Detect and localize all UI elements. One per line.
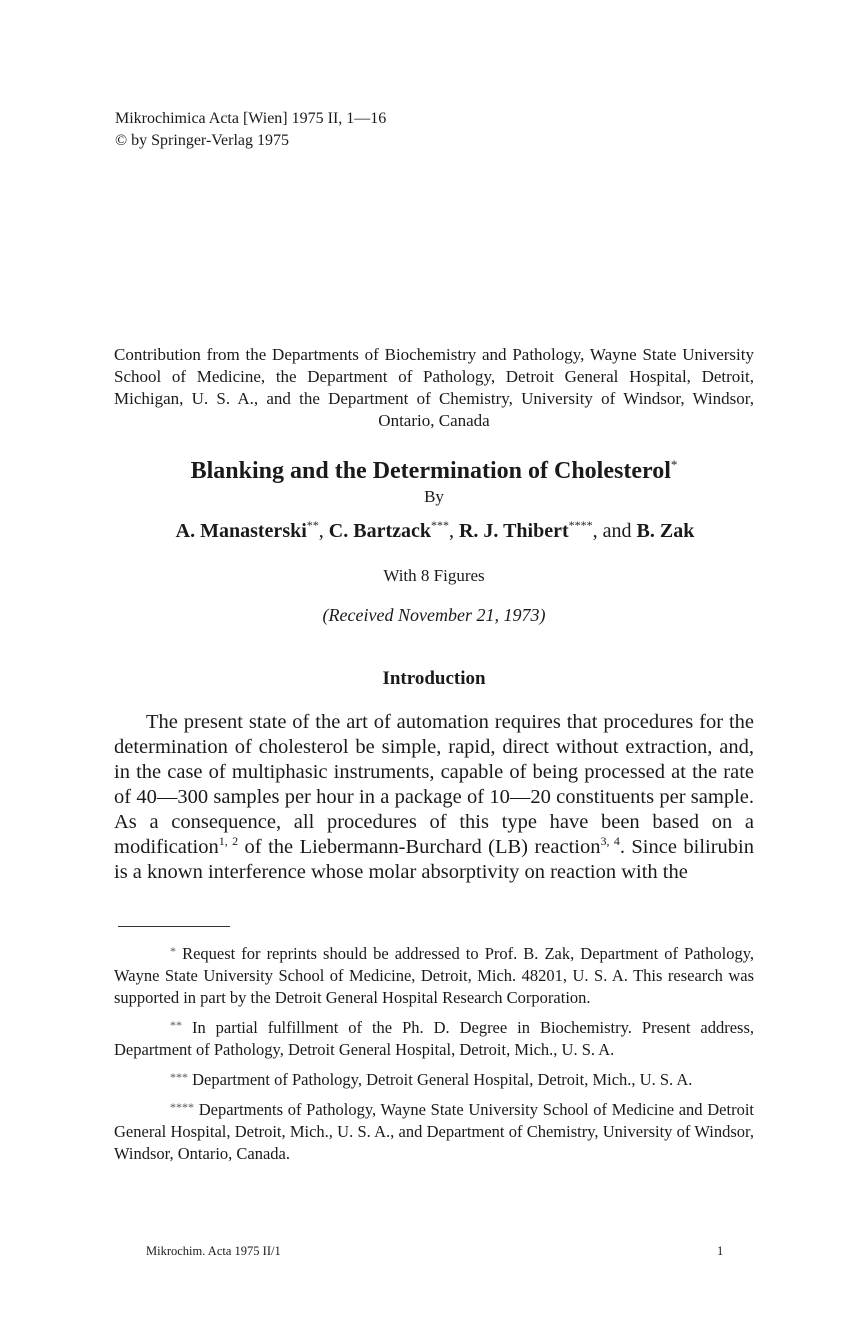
footnote-mark: *	[170, 944, 176, 958]
intro-text: . Since bilirubin is a known interference whose molar absorptivity on reaction with the	[114, 836, 754, 883]
author-name: C. Bartzack	[328, 520, 431, 542]
author-footnote-mark: **	[306, 518, 319, 532]
footnote-divider	[118, 926, 230, 927]
intro-paragraph	[114, 710, 754, 885]
citation-ref: 3, 4	[600, 834, 620, 848]
received-date: (Received November 21, 1973)	[322, 605, 546, 625]
author-separator: ,	[318, 520, 329, 542]
author-name: R. J. Thibert	[458, 520, 569, 542]
running-footer: Mikrochim. Acta 1975 II/1	[146, 1244, 281, 1258]
author-separator: , and	[592, 520, 637, 542]
footnote-text: Department of Pathology, Detroit General Hospital, Detroit, Mich., U. S. A.	[192, 1070, 693, 1089]
paper-title	[114, 450, 754, 486]
footnote-mark: ***	[170, 1070, 188, 1084]
footnote-text: In partial fulfillment of the Ph. D. Degree in Biochemistry. Present address, Department of Pathology, Detroit General Hospital, Detroit, Mich., U. S. A.	[114, 1018, 754, 1059]
by-line: By	[424, 487, 444, 506]
author-list	[100, 518, 770, 543]
footnote-text: Request for reprints should be addressed to Prof. B. Zak, Department of Pathology, Wayne State University School of Medicine, Detroit, Mich. 48201, U. S. A. This research was supported in part by the Detroit General Hospital Research Corporation.	[114, 944, 755, 1007]
footnote	[114, 1066, 754, 1091]
citation-ref: 1, 2	[218, 834, 239, 848]
footnote-text: Departments of Pathology, Wayne State University School of Medicine and Detroit General Hospital, Detroit, Mich., U. S. A., and Department of Chemistry, University of Windsor, Windsor, Ontario, Canada.	[114, 1100, 754, 1163]
figure-count: With 8 Figures	[383, 566, 485, 585]
copyright-line: © by Springer-Verlag 1975	[115, 132, 290, 149]
journal-citation: Mikrochimica Acta [Wien] 1975 II, 1—16	[115, 110, 387, 127]
footnotes	[114, 940, 754, 1170]
paper-title-text: Blanking and the Determination of Cholesterol	[190, 458, 671, 484]
footnote-mark: **	[170, 1018, 182, 1032]
page-number: 1	[717, 1244, 724, 1258]
author-name: B. Zak	[636, 520, 695, 542]
intro-text: The present state of the art of automation requires that procedures for the determination of cholesterol be simple, rapid, direct without extraction, and, in the case of multiphasic instruments, capable of being processed at the rate of 40—300 samples per hour in a package of 10—20 constituents per sample. As a consequence, all procedures of this type have been based on a modification	[114, 711, 754, 858]
footnote-mark: ****	[170, 1100, 194, 1114]
affiliation: Contribution from the Departments of Biochemistry and Pathology, Wayne State University School of Medicine, the Department of Pathology, Detroit General Hospital, Detroit, Michigan, U. S. A., and the Department of Chemistry, University of Windsor, Windsor, Ontario, Canada	[114, 345, 754, 430]
footnote	[114, 940, 754, 1009]
title-footnote-mark: *	[670, 457, 678, 472]
intro-text: of the Liebermann-Burchard (LB) reaction	[238, 836, 601, 858]
section-heading: Introduction	[382, 668, 486, 689]
author-name: A. Manasterski	[175, 520, 307, 542]
journal-header	[115, 108, 386, 152]
author-separator: ,	[448, 520, 459, 542]
author-footnote-mark: ***	[430, 518, 449, 532]
author-footnote-mark: ****	[568, 518, 593, 532]
footnote	[114, 1096, 754, 1165]
footnote	[114, 1014, 754, 1061]
